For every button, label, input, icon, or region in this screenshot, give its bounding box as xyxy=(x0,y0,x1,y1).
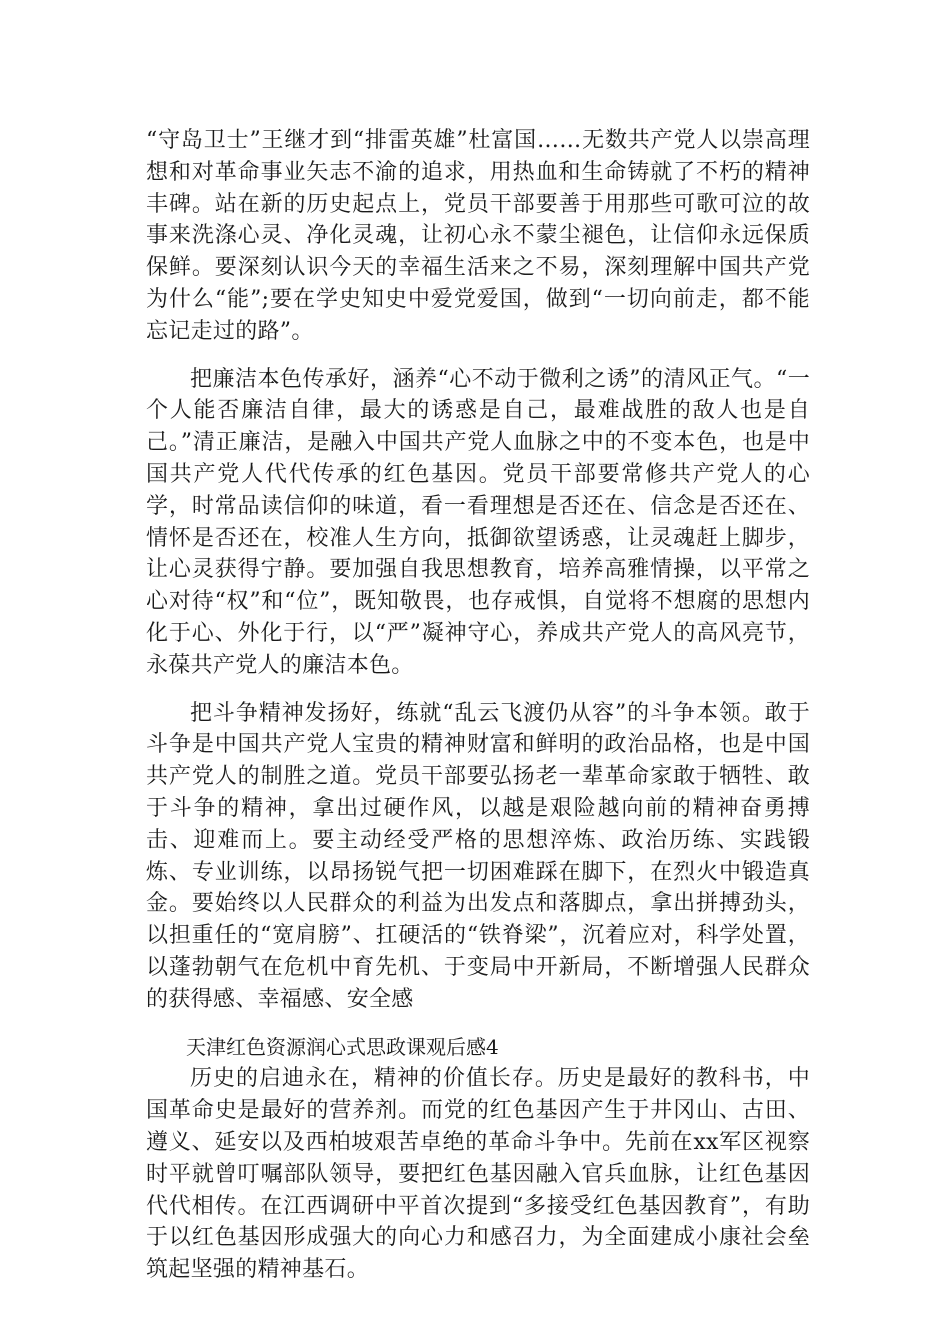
paragraph-integrity: 把廉洁本色传承好，涵养“心不动于微利之诱”的清风正气。“一个人能否廉洁自律，最大的诱惑是自己，最难战胜的敌人也是自己。”清正廉洁，是融入中国共产党人血脉之中的不变本色，也是中国共产党人代代传承的红色基因。党员干部要常修共产党人的心学，时常品读信仰的味道，看一看理想是否还在、信念是否还在、情怀是否还在，校准人生方向，抵御欲望诱惑，让灵魂赶上脚步，让心灵获得宁静。要加强自我思想教育，培养高雅情操，以平常之心对待“权”和“位”，既知敬畏，也存戒惧，自觉将不想腐的思想内化于心、外化于行，以“严”凝神守心，养成共产党人的高风亮节，永葆共产党人的廉洁本色。 xyxy=(146,366,810,678)
document-body xyxy=(146,125,810,1286)
paragraph-continuation: “守岛卫士”王继才到“排雷英雄”杜富国……无数共产党人以崇高理想和对革命事业矢志不渝的追求，用热血和生命铸就了不朽的精神丰碑。站在新的历史起点上，党员干部要善于用那些可歌可泣的故事来洗涤心灵、净化灵魂，让初心永不蒙尘褪色，让信仰永远保质保鲜。要深刻认识今天的幸福生活来之不易，深刻理解中国共产党为什么“能”;要在学史知史中爱党爱国，做到“一切向前走，都不能忘记走过的路”。 xyxy=(146,128,810,344)
paragraph-struggle-spirit: 把斗争精神发扬好，练就“乱云飞渡仍从容”的斗争本领。敢于斗争是中国共产党人宝贵的精神财富和鲜明的政治品格，也是中国共产党人的制胜之道。党员干部要弘扬老一辈革命家敢于牺牲、敢于斗争的精神，拿出过硬作风，以越是艰险越向前的精神奋勇搏击、迎难而上。要主动经受严格的思想淬炼、政治历练、实践锻炼、专业训练，以昂扬锐气把一切困难踩在脚下，在烈火中锻造真金。要始终以人民群众的利益为出发点和落脚点，拿出拼搏劲头，以担重任的“宽肩膀”、扛硬活的“铁脊梁”，沉着应对，科学处置，以蓬勃朝气在危机中育先机、于变局中开新局，不断增强人民群众的获得感、幸福感、安全感 xyxy=(146,700,810,1012)
section-heading: 天津红色资源润心式思政课观后感4 xyxy=(186,1034,499,1059)
paragraph-red-gene: 历史的启迪永在，精神的价值长存。历史是最好的教科书，中国革命史是最好的营养剂。而党的红色基因产生于井冈山、古田、遵义、延安以及西柏坡艰苦卓绝的革命斗争中。先前在xx军区视察时平就曾叮嘱部队领导，要把红色基因融入官兵血脉，让红色基因代代相传。在江西调研中平首次提到“多接受红色基因教育”，有助于以红色基因形成强大的向心力和感召力，为全面建成小康社会垒筑起坚强的精神基石。 xyxy=(146,1066,810,1283)
